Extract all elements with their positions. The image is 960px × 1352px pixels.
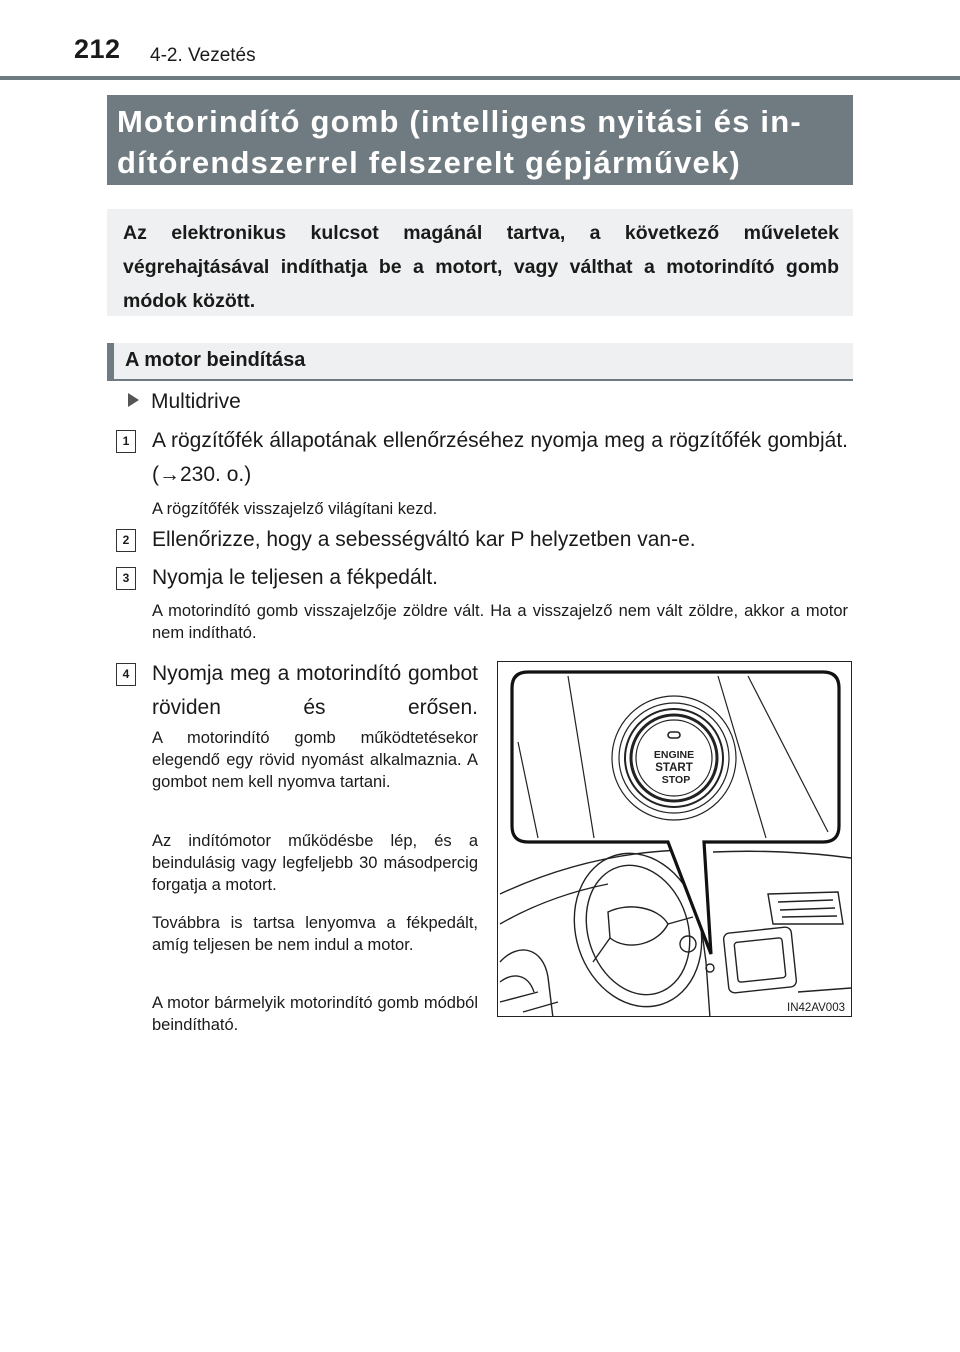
step-text-3: Nyomja le teljesen a fékpedált. xyxy=(152,566,438,589)
section-label: 4-2. Vezetés xyxy=(150,45,256,66)
button-label-start: START xyxy=(655,762,693,774)
subheading-bar xyxy=(107,343,853,381)
button-label-engine: ENGINE xyxy=(653,749,695,761)
step-note-4b: Az indítómotor működésbe lép, és a beindulásig vagy legfeljebb 30 másodpercig forgatja a motort. xyxy=(152,832,478,894)
step-note-3: A motorindító gomb visszajelzője zöldre vált. Ha a visszajelző nem vált zöldre, akkor a motor nem indítható. xyxy=(152,602,848,642)
step-note-4a: A motorindító gomb működtetésekor elegendő egy rövid nyomást alkalmaznia. A gombot nem kell nyomva tartani. xyxy=(152,729,478,791)
subheading-accent xyxy=(107,343,114,379)
step-number-4: 4 xyxy=(116,663,136,686)
figure-code: IN42AV003 xyxy=(787,1002,845,1014)
step-text-4: Nyomja meg a motorindító gombot röviden és erősen. xyxy=(152,662,478,719)
intro-box xyxy=(107,209,853,316)
title-line-2: dítórendszerrel felszerelt gépjárművek) xyxy=(117,145,741,180)
step-number-2: 2 xyxy=(116,529,136,552)
step-text-2: Ellenőrizze, hogy a sebességváltó kar P helyzetben van-e. xyxy=(152,528,696,551)
title-line-1: Motorindító gomb (intelligens nyitási és in- xyxy=(117,104,802,139)
step-number-1: 1 xyxy=(116,430,136,453)
step-note-4d: A motor bármelyik motorindító gomb módból beindítható. xyxy=(152,994,478,1034)
button-label-stop: STOP xyxy=(661,774,691,786)
page-header xyxy=(0,0,960,80)
page-number: 212 xyxy=(74,34,121,64)
header-divider xyxy=(0,76,960,80)
page-title xyxy=(107,95,853,185)
variant-text: Multidrive xyxy=(151,390,241,413)
step-number-3: 3 xyxy=(116,567,136,590)
subheading: A motor beindítása xyxy=(125,349,306,371)
variant-label xyxy=(128,390,241,414)
step-text-1: A rögzítőfék állapotának ellenőrzéséhez nyomja meg a rögzítőfék gombját. (→230. o.) xyxy=(152,429,848,486)
step-note-1: A rögzítőfék visszajelző világítani kezd. xyxy=(152,500,438,518)
dashboard-drawing xyxy=(498,662,852,1017)
start-button-illustration xyxy=(497,661,852,1017)
step-note-4c: Továbbra is tartsa lenyomva a fékpedált, amíg teljesen be nem indul a motor. xyxy=(152,914,478,954)
triangle-arrow-icon xyxy=(128,393,139,407)
intro-text: Az elektronikus kulcsot magánál tartva, a következő műveletek végrehajtásával indíthatja be a motort, vagy válthat a motorindító gomb módok között. xyxy=(123,222,839,312)
